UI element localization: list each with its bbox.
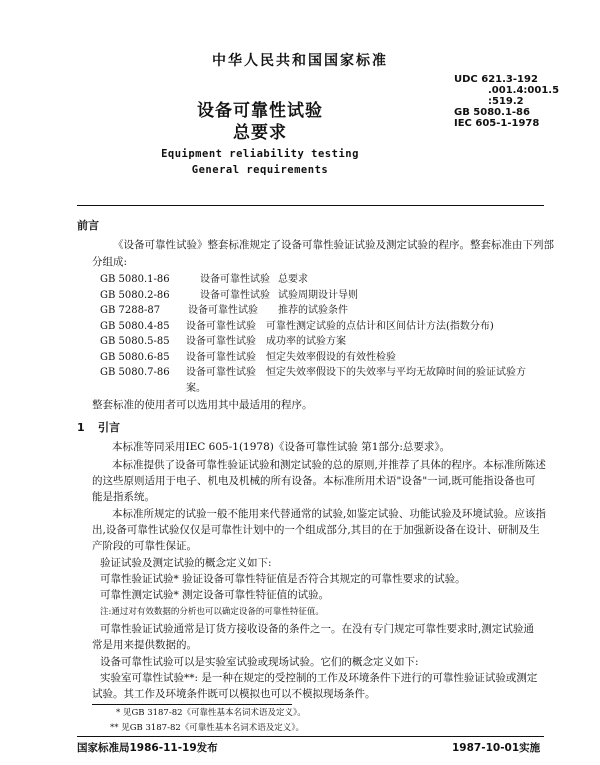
note: 注:通过对有效数据的分析也可以确定设备的可靠性特征值。 xyxy=(100,607,324,617)
issue-date: 国家标准局1986-11-19发布 xyxy=(77,742,218,754)
standard-item: GB 5080.2-86 设备可靠性试验 试验周期设计导则 xyxy=(100,290,358,301)
section-number: 1 xyxy=(77,421,85,434)
foreword-closing: 整套标准的使用者可以选用其中最适用的程序。 xyxy=(92,399,313,411)
standard-item: GB 7288-87 设备可靠性试验 推荐的试验条件 xyxy=(100,305,348,316)
intro-para-1: 本标准等同采用IEC 605-1(1978)《设备可靠性试验 第1部分:总要求》。 xyxy=(112,441,451,453)
footer-rule xyxy=(77,736,544,737)
footnote-2: ** 见GB 3187-82《可靠性基本名词术语及定义》。 xyxy=(110,723,305,733)
footnote-1: * 见GB 3187-82《可靠性基本名词术语及定义》。 xyxy=(116,708,306,718)
intro-para-5-line-2: 常是用来提供数据的。 xyxy=(92,639,197,651)
intro-para-2-line-3: 能是指系统。 xyxy=(92,491,155,503)
foreword-intro-1: 《设备可靠性试验》整套标准规定了设备可靠性验证试验及测定试验的程序。整套标准由下列部 xyxy=(113,239,554,251)
udc-line-2: .001.4:001.5 xyxy=(488,85,560,96)
udc-line-3: :519.2 xyxy=(488,96,524,107)
title-en-1: Equipment reliability testing xyxy=(161,148,359,160)
effective-date: 1987-10-01实施 xyxy=(452,742,541,754)
intro-para-5-line-1: 可靠性验证试验通常是订货方接收设备的条件之一。在没有专门规定可靠性要求时,测定试验通 xyxy=(100,623,534,635)
foreword-heading: 前言 xyxy=(77,219,99,232)
standard-item: GB 5080.6-85 设备可靠性试验 恒定失效率假设的有效性检验 xyxy=(100,352,396,363)
gb-code: GB 5080.1-86 xyxy=(454,107,530,118)
title-cn-2: 总要求 xyxy=(233,123,287,143)
intro-para-7-line-1: 实验室可靠性试验**: 是一种在规定的受控制的工作及环境条件下进行的可靠性验证试验或测定 xyxy=(100,672,538,684)
standard-item: GB 5080.5-85 设备可靠性试验 成功率的试验方案 xyxy=(100,336,346,347)
foreword-intro-2: 分组成: xyxy=(92,256,128,268)
title-en-2: General requirements xyxy=(191,164,329,176)
intro-para-7-line-2: 试验。其工作及环境条件既可以模拟也可以不模拟现场条件。 xyxy=(92,688,376,700)
footnote-rule xyxy=(92,704,292,705)
intro-para-3-line-1: 本标准所规定的试验一般不能用来代替通常的试验,如鉴定试验、功能试验及环境试验。应该指 xyxy=(112,508,546,520)
header-rule xyxy=(77,205,544,206)
standard-item: GB 5080.7-86 设备可靠性试验 恒定失效率假设下的失效率与平均无故障时间的验证试验方 xyxy=(100,367,526,378)
standard-item: GB 5080.1-86 设备可靠性试验 总要求 xyxy=(100,274,308,285)
standard-item: GB 5080.4-85 设备可靠性试验 可靠性测定试验的点估计和区间估计方法(指数分布) xyxy=(100,321,494,332)
title-cn-1: 设备可靠性试验 xyxy=(197,101,323,121)
definitions-intro: 验证试验及测定试验的概念定义如下: xyxy=(100,557,272,569)
issuing-org: 中华人民共和国国家标准 xyxy=(212,53,388,69)
iec-code: IEC 605-1-1978 xyxy=(454,118,540,129)
intro-para-3-line-3: 产阶段的可靠性保证。 xyxy=(92,540,197,552)
standard-item-cont: 案。 xyxy=(186,383,206,394)
intro-para-3-line-2: 出,设备可靠性试验仅仅是可靠性计划中的一个组成部分,其目的在于加强新设备在设计、研制及生 xyxy=(92,524,540,536)
udc-line-1: UDC 621.3-192 xyxy=(454,74,538,85)
section-heading: 引言 xyxy=(98,421,120,434)
intro-para-2-line-1: 本标准提供了设备可靠性验证试验和测定试验的总的原则,并推荐了具体的程序。本标准所陈述 xyxy=(112,459,546,471)
definition-determination: 可靠性测定试验* 测定设备可靠性特征值的试验。 xyxy=(100,589,330,601)
intro-para-6: 设备可靠性试验可以是实验室试验或现场试验。它们的概念定义如下: xyxy=(100,656,419,668)
definition-verification: 可靠性验证试验* 验证设备可靠性特征值是否符合其规定的可靠性要求的试验。 xyxy=(100,573,466,585)
intro-para-2-line-2: 的这些原则适用于电子、机电及机械的所有设备。本标准所用术语"设备"一词,既可能指设备也可 xyxy=(92,475,536,487)
